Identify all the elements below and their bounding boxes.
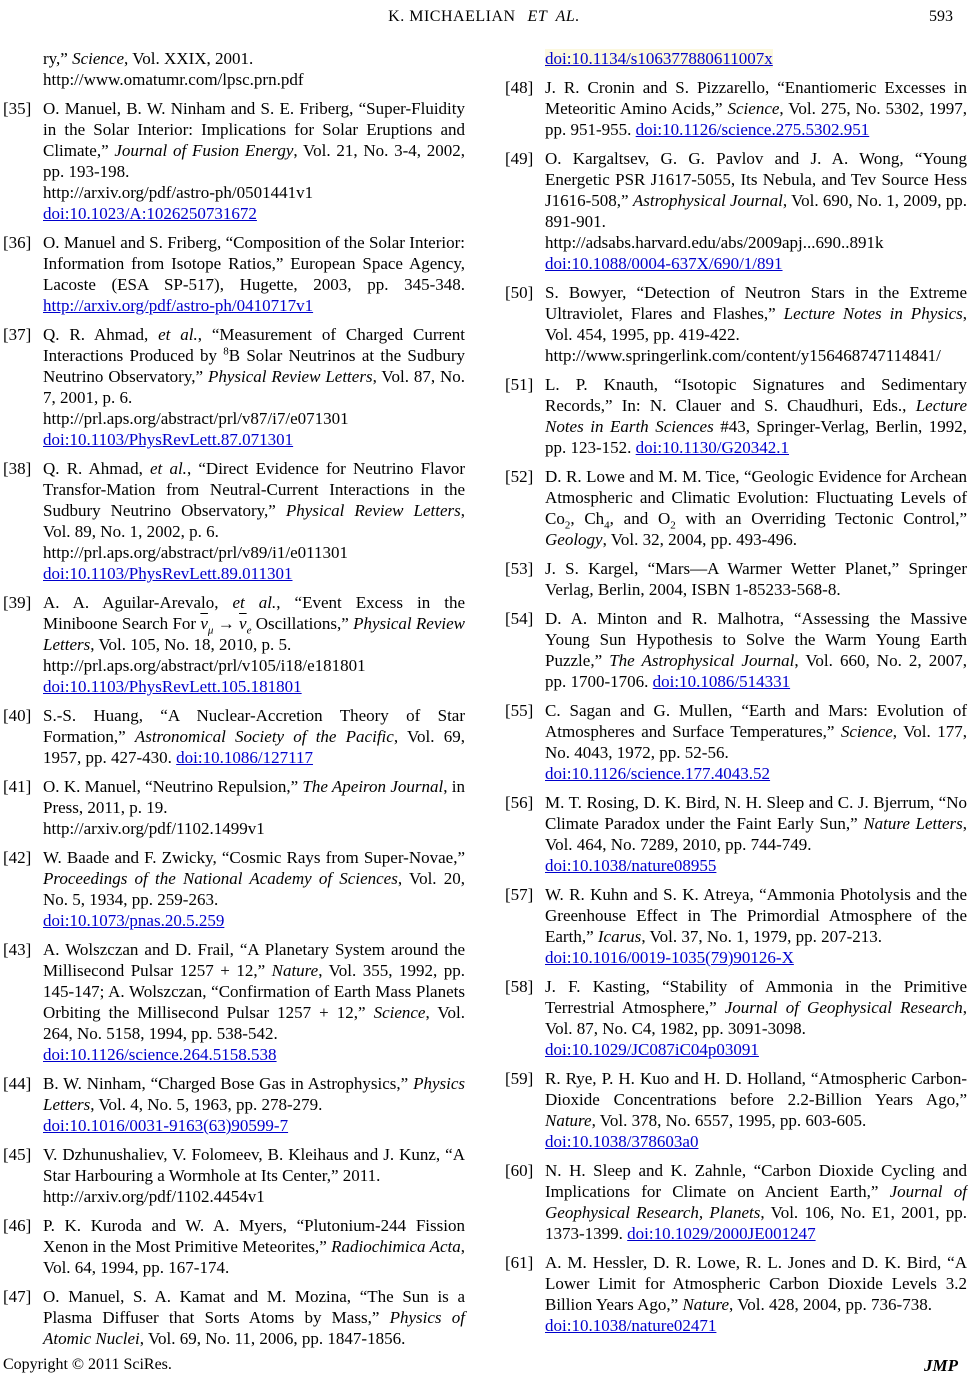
reference-text [545, 77, 967, 140]
reference-entry [3, 847, 465, 931]
nu-bar-symbol: $\overline{\nu}$ [239, 614, 247, 633]
italic-text-run: Physics Letters [43, 1074, 465, 1114]
reference-text [43, 98, 465, 224]
text-run: http://arxiv.org/pdf/1102.4454v1 [43, 1187, 265, 1206]
doi-link[interactable]: doi:10.1038/nature08955 [545, 856, 717, 875]
text-run: S.-S. Huang, “A Nuclear-Accretion Theory of Star Formation,” [43, 706, 465, 746]
reference-text [545, 608, 967, 692]
reference-text [43, 1215, 465, 1278]
italic-text-run: Proceedings of the National Academy of Sciences [43, 869, 398, 888]
reference-entry [3, 48, 465, 90]
journal-abbreviation: JMP [924, 1356, 958, 1375]
doi-link[interactable]: doi:10.1016/0019-1035(79)90126-X [545, 948, 794, 967]
text-run: , and O [609, 509, 671, 528]
text-run: , Vol. 428, 2004, pp. 736-738. [729, 1295, 932, 1314]
reference-entry [3, 776, 465, 839]
reference-text [43, 458, 465, 584]
doi-link[interactable]: doi:10.1086/127117 [176, 748, 313, 767]
reference-entry [505, 466, 967, 550]
reference-entry [3, 98, 465, 224]
reference-label: [57] [505, 885, 534, 904]
doi-link[interactable]: doi:10.1086/514331 [652, 672, 791, 691]
text-run: #43, Springer-Verlag, Berlin, 1992, pp. 123-152. [545, 417, 967, 457]
reference-entry [505, 77, 967, 140]
italic-text-run: Nature Letters [863, 814, 963, 833]
reference-label: [47] [3, 1287, 32, 1306]
reference-label: [46] [3, 1216, 32, 1235]
text-run: O. Manuel and S. Friberg, “Composition of the Solar Interior: Information from Isotope Ratios,” European Space Agency, Lacoste (ESA SP-517), Hugette, 2003, pp. 345-348. [43, 233, 465, 294]
doi-link[interactable]: doi:10.1073/pnas.20.5.259 [43, 911, 225, 930]
copyright-notice: Copyright © 2011 SciRes. [3, 1356, 172, 1373]
text-run: A. Wolszczan and D. Frail, “A Planetary System around the Millisecond Pulsar 1257 + 12,” [43, 940, 465, 980]
reference-label: [54] [505, 609, 534, 628]
reference-text [545, 282, 967, 366]
italic-text-run: Lecture Notes in Physics [783, 304, 963, 323]
italic-text-run: Journal of Fusion Energy [114, 141, 294, 160]
reference-label: [49] [505, 149, 534, 168]
text-run: B Solar Neutrinos at the Sudbury Neutrino Observatory,” [43, 346, 465, 386]
reference-label: [56] [505, 793, 534, 812]
doi-link[interactable]: doi:10.1023/A:1026250731672 [43, 204, 257, 223]
italic-text-run: Physical Review Letters [207, 367, 373, 386]
reference-text [43, 1286, 465, 1349]
reference-text [545, 976, 967, 1060]
text-run: L. P. Knauth, “Isotopic Signatures and Sedimentary Records,” In: N. Clauer and S. Chaudhuri, Eds., [545, 375, 967, 415]
text-run: , Vol. 4, No. 5, 1963, pp. 278-279. [90, 1095, 323, 1114]
reference-text [43, 939, 465, 1065]
text-run: W. R. Kuhn and S. K. Atreya, “Ammonia Photolysis and the Greenhouse Effect in The Primordial Atmosphere of the Earth,” [545, 885, 967, 946]
text-run: , Vol. 20, No. 5, 1934, pp. 259-263. [43, 869, 465, 909]
reference-entry [505, 48, 967, 69]
text-run: http://prl.aps.org/abstract/prl/v105/i18/e181801 [43, 656, 366, 675]
text-run: , Vol. 355, 1992, pp. 145-147; A. Wolszczan, “Confirmation of Earth Mass Planets Orbiting the Millisecond Pulsar 1257 + 12,” [43, 961, 465, 1022]
text-run: → [213, 614, 240, 633]
text-run: http://adsabs.harvard.edu/abs/2009apj...690..891k [545, 233, 884, 252]
text-run: J. F. Kasting, “Stability of Ammonia in the Primitive Terrestrial Atmosphere,” [545, 977, 967, 1017]
nu-bar-symbol: $\overline{\nu}$ [200, 614, 208, 633]
page-header [3, 8, 965, 30]
reference-text [545, 700, 967, 784]
subscript: e [246, 624, 252, 637]
reference-label: [37] [3, 325, 32, 344]
author-name: K. MICHAELIAN [388, 8, 516, 25]
reference-label: [41] [3, 777, 32, 796]
reference-text [43, 592, 465, 697]
subscript: μ [207, 624, 214, 637]
text-run: , Vol. 64, 1994, pp. 167-174. [43, 1237, 465, 1277]
text-run: , Vol. 37, No. 1, 1979, pp. 207-213. [641, 927, 883, 946]
text-run: http://prl.aps.org/abstract/prl/v89/i1/e011301 [43, 543, 349, 562]
reference-label: [60] [505, 1161, 534, 1180]
reference-entry [505, 1068, 967, 1152]
reference-label: [48] [505, 78, 534, 97]
text-run: C. Sagan and G. Mullen, “Earth and Mars: Evolution of Atmospheres and Surface Temperatures,” [545, 701, 967, 741]
reference-entry [3, 939, 465, 1065]
doi-link[interactable]: doi:10.1126/science.177.4043.52 [545, 764, 771, 783]
text-run: B. W. Ninham, “Charged Bose Gas in Astrophysics,” [43, 1074, 414, 1093]
references-column-right [505, 48, 967, 1348]
italic-text-run: Science [72, 49, 125, 68]
doi-link[interactable]: doi:10.1016/0031-9163(63)90599-7 [43, 1116, 289, 1135]
reference-label: [35] [3, 99, 32, 118]
italic-text-run: The Astrophysical Journal [609, 651, 795, 670]
reference-entry [3, 705, 465, 768]
references-section [3, 48, 968, 1348]
reference-label: [40] [3, 706, 32, 725]
italic-text-run: Physical Review Letters [285, 501, 461, 520]
reference-entry [3, 232, 465, 316]
doi-link[interactable]: doi:10.1103/PhysRevLett.105.181801 [43, 677, 302, 696]
reference-entry [505, 700, 967, 784]
italic-text-run: The Apeiron Journal [302, 777, 444, 796]
references-column-left [3, 48, 465, 1348]
text-run: J. R. Cronin and S. Pizzarello, “Enantiomeric Excesses in Meteoritic Amino Acids,” [545, 78, 967, 118]
reference-text [43, 324, 465, 450]
text-run: http://www.omatumr.com/lpsc.prn.pdf [43, 70, 304, 89]
reference-entry [3, 1215, 465, 1278]
reference-entry [505, 884, 967, 968]
reference-label: [38] [3, 459, 32, 478]
italic-text-run: Physics of Atomic Nuclei [43, 1308, 465, 1348]
text-run: http://arxiv.org/pdf/astro-ph/0501441v1 [43, 183, 314, 202]
text-run: O. Kargaltsev, G. G. Pavlov and J. A. Wong, “Young Energetic PSR J1617-5055, Its Nebula, and Tev Source Hess J1616-508,” [545, 149, 967, 210]
doi-link[interactable]: doi:10.1038/nature02471 [545, 1316, 717, 1335]
text-run: A. A. Aguilar-Arevalo, [43, 593, 233, 612]
text-run: J. S. Kargel, “Mars—A Warmer Wetter Planet,” Springer Verlag, Berlin, 2004, ISBN 1-85233-568-8. [545, 559, 967, 599]
text-run: , “Direct Evidence for Neutrino Flavor Transfor-Mation from Neutral-Current Interactions in the Sudbury Neutrino Observatory,” [43, 459, 465, 520]
doi-link[interactable]: doi:10.1103/PhysRevLett.89.011301 [43, 564, 293, 583]
reference-text [545, 884, 967, 968]
subscript: 4 [604, 519, 610, 532]
reference-label: [36] [3, 233, 32, 252]
text-run: S. Bowyer, “Detection of Neutron Stars in the Extreme Ultraviolet, Flares and Flashes,” [545, 283, 967, 323]
reference-entry [505, 792, 967, 876]
et-al-label: ET AL. [527, 8, 580, 25]
italic-text-run: Geology [545, 530, 603, 549]
text-run: R. Rye, P. H. Kuo and H. D. Holland, “Atmospheric Carbon-Dioxide Concentrations before 2.2-Billion Years Ago,” [545, 1069, 967, 1109]
reference-label: [50] [505, 283, 534, 302]
reference-text [545, 558, 967, 600]
text-run: M. T. Rosing, D. K. Bird, N. H. Sleep and C. J. Bjerrum, “No Climate Paradox under the Faint Early Sun,” [545, 793, 967, 833]
reference-text [545, 1160, 967, 1244]
reference-label: [59] [505, 1069, 534, 1088]
reference-label: [39] [3, 593, 32, 612]
reference-text [545, 1068, 967, 1152]
reference-label: [52] [505, 467, 534, 486]
text-run: with an Overriding Tectonic Control,” [675, 509, 967, 528]
text-run: D. A. Minton and R. Malhotra, “Assessing the Massive Young Sun Hypothesis to Solve the Warm Young Earth Puzzle,” [545, 609, 967, 670]
reference-text [545, 792, 967, 876]
text-run: V. Dzhunushaliev, V. Folomeev, B. Kleihaus and J. Kunz, “A Star Harbouring a Wormhole at Its Center,” 2011. [43, 1145, 465, 1185]
italic-text-run: Astrophysical Journal [632, 191, 783, 210]
reference-entry [3, 1144, 465, 1207]
text-run: ry,” [43, 49, 73, 68]
reference-text [545, 1252, 967, 1336]
page-number: 593 [929, 8, 953, 25]
text-run: , in Press, 2011, p. 19. [43, 777, 466, 817]
text-run: O. Manuel, S. A. Kamat and M. Mozina, “The Sun is a Plasma Diffuser that Sorts Atoms by Mass,” [43, 1287, 465, 1327]
reference-label: [44] [3, 1074, 32, 1093]
text-run: , Vol. 32, 2004, pp. 493-496. [602, 530, 798, 549]
reference-text [545, 148, 967, 274]
italic-text-run: Science [373, 1003, 426, 1022]
text-run: Q. R. Ahmad, [43, 459, 151, 478]
text-run: , Vol. 21, No. 3-4, 2002, pp. 193-198. [43, 141, 465, 181]
reference-text [545, 48, 967, 69]
text-run: , Vol. 69, 1957, pp. 427-430. [43, 727, 465, 767]
text-run: , Vol. 106, No. E1, 2001, pp. 1373-1399. [545, 1203, 967, 1243]
reference-text [545, 466, 967, 550]
doi-link[interactable]: doi:10.1134/s106377880611007x [545, 49, 773, 68]
doi-link[interactable]: doi:10.1126/science.275.5302.951 [635, 120, 870, 139]
superscript: 8 [223, 345, 229, 358]
reference-text [545, 374, 967, 458]
reference-label: [58] [505, 977, 534, 996]
italic-text-run: Physical Review Letters [43, 614, 466, 654]
italic-text-run: Journal of Geophysical Research [724, 998, 963, 1017]
text-run: , Vol. 464, No. 7289, 2010, pp. 744-749. [545, 814, 967, 854]
reference-label: [43] [3, 940, 32, 959]
text-run: , Vol. 454, 1995, pp. 419-422. [545, 304, 967, 344]
text-run: http://arxiv.org/pdf/1102.1499v1 [43, 819, 265, 838]
reference-text [43, 48, 465, 90]
text-run: , Ch [570, 509, 605, 528]
italic-text-run: et al. [232, 593, 277, 612]
text-run: , Vol. 275, No. 5302, 1997, pp. 951-955. [545, 99, 967, 139]
doi-link[interactable]: doi:10.1088/0004-637X/690/1/891 [545, 254, 783, 273]
text-run: Q. R. Ahmad, [43, 325, 159, 344]
doi-link[interactable]: doi:10.1038/378603a0 [545, 1132, 699, 1151]
text-run: , Vol. XXIX, 2001. [124, 49, 254, 68]
italic-text-run: Nature [545, 1111, 592, 1130]
italic-text-run: Astronomical Society of the Pacific [134, 727, 394, 746]
reference-entry [505, 1160, 967, 1244]
italic-text-run: Radiochimica Acta [331, 1237, 461, 1256]
text-run: , Vol. 87, No. C4, 1982, pp. 3091-3098. [545, 998, 967, 1038]
reference-label: [45] [3, 1145, 32, 1164]
italic-text-run: Journal of Geophysical Research, Planets [545, 1182, 968, 1222]
reference-label: [55] [505, 701, 534, 720]
italic-text-run: Nature [682, 1295, 730, 1314]
reference-entry [3, 592, 465, 697]
reference-entry [505, 374, 967, 458]
text-run: http://www.springerlink.com/content/y156468747114841/ [545, 346, 941, 365]
reference-text [43, 1144, 465, 1207]
reference-label: [42] [3, 848, 32, 867]
reference-entry [3, 1286, 465, 1349]
text-run: , Vol. 105, No. 18, 2010, p. 5. [90, 635, 292, 654]
reference-text [43, 1073, 465, 1136]
italic-text-run: Icarus [597, 927, 642, 946]
reference-entry [505, 1252, 967, 1336]
reference-text [43, 847, 465, 931]
reference-entry [505, 976, 967, 1060]
italic-text-run: et al. [158, 325, 198, 344]
reference-entry [3, 458, 465, 584]
text-run: , Vol. 69, No. 11, 2006, pp. 1847-1856. [139, 1329, 406, 1348]
italic-text-run: Science [727, 99, 780, 118]
text-run: , Vol. 89, No. 1, 2002, p. 6. [43, 501, 466, 541]
doi-link[interactable]: doi:10.1130/G20342.1 [635, 438, 789, 457]
text-run: W. Baade and F. Zwicky, “Cosmic Rays from Super-Novae,” [43, 848, 465, 867]
doi-link[interactable]: doi:10.1103/PhysRevLett.87.071301 [43, 430, 294, 449]
reference-entry [505, 148, 967, 274]
text-run: A. M. Hessler, D. R. Lowe, R. L. Jones and D. K. Bird, “A Lower Limit for Atmospheric Carbon Dioxide Levels 3.2 Billion Years Ago,” [545, 1253, 967, 1314]
running-title [3, 8, 965, 26]
text-run: P. K. Kuroda and W. A. Myers, “Plutonium-244 Fission Xenon in the Most Primitive Meteorites,” [43, 1216, 465, 1256]
text-run: http://prl.aps.org/abstract/prl/v87/i7/e071301 [43, 409, 349, 428]
subscript: 2 [670, 519, 676, 532]
reference-entry [505, 282, 967, 366]
text-run: Oscillations,” [251, 614, 354, 633]
text-run: , Vol. 690, No. 1, 2009, pp. 891-901. [545, 191, 967, 231]
text-run: , Vol. 87, No. 7, 2001, p. 6. [43, 367, 466, 407]
text-run: , Vol. 378, No. 6557, 1995, pp. 603-605. [591, 1111, 867, 1130]
reference-label: [53] [505, 559, 534, 578]
text-run: N. H. Sleep and K. Zahnle, “Carbon Dioxide Cycling and Implications for Climate on Ancient Earth,” [545, 1161, 967, 1201]
reference-label [3, 48, 43, 90]
italic-text-run: Nature [271, 961, 319, 980]
text-run: , Vol. 177, No. 4043, 1972, pp. 52-56. [545, 722, 967, 762]
reference-label: [61] [505, 1253, 534, 1272]
reference-text [43, 776, 465, 839]
text-run: , “Event Excess in the Miniboone Search For [43, 593, 465, 633]
text-run: O. K. Manuel, “Neutrino Repulsion,” [43, 777, 303, 796]
reference-entry [3, 1073, 465, 1136]
page-footer [3, 1356, 958, 1378]
italic-text-run: Science [840, 722, 893, 741]
text-run: D. R. Lowe and M. M. Tice, “Geologic Evidence for Archean Atmospheric and Climatic Evolution: Fluctuating Levels of Co [545, 467, 967, 528]
doi-link[interactable]: http://arxiv.org/pdf/astro-ph/0410717v1 [43, 296, 314, 315]
text-run: O. Manuel, B. W. Ninham and S. E. Friberg, “Super-Fluidity in the Solar Interior: Implications for Solar Eruptions and Climate,” [43, 99, 465, 160]
subscript: 2 [564, 519, 571, 532]
reference-entry [505, 608, 967, 692]
italic-text-run: Lecture Notes in Earth Sciences [545, 396, 967, 436]
text-run: , Vol. 264, No. 5158, 1994, pp. 538-542. [43, 1003, 465, 1043]
italic-text-run: et al. [150, 459, 187, 478]
reference-label: [51] [505, 375, 534, 394]
text-run: , Vol. 660, No. 2, 2007, pp. 1700-1706. [545, 651, 968, 691]
reference-text [43, 705, 465, 768]
doi-link[interactable]: doi:10.1029/2000JE001247 [627, 1224, 816, 1243]
reference-text [43, 232, 465, 316]
reference-label [505, 48, 545, 69]
reference-entry [505, 558, 967, 600]
doi-link[interactable]: doi:10.1029/JC087iC04p03091 [545, 1040, 759, 1059]
text-run: , “Measurement of Charged Current Interactions Produced by [43, 325, 465, 365]
doi-link[interactable]: doi:10.1126/science.264.5158.538 [43, 1045, 277, 1064]
reference-entry [3, 324, 465, 450]
